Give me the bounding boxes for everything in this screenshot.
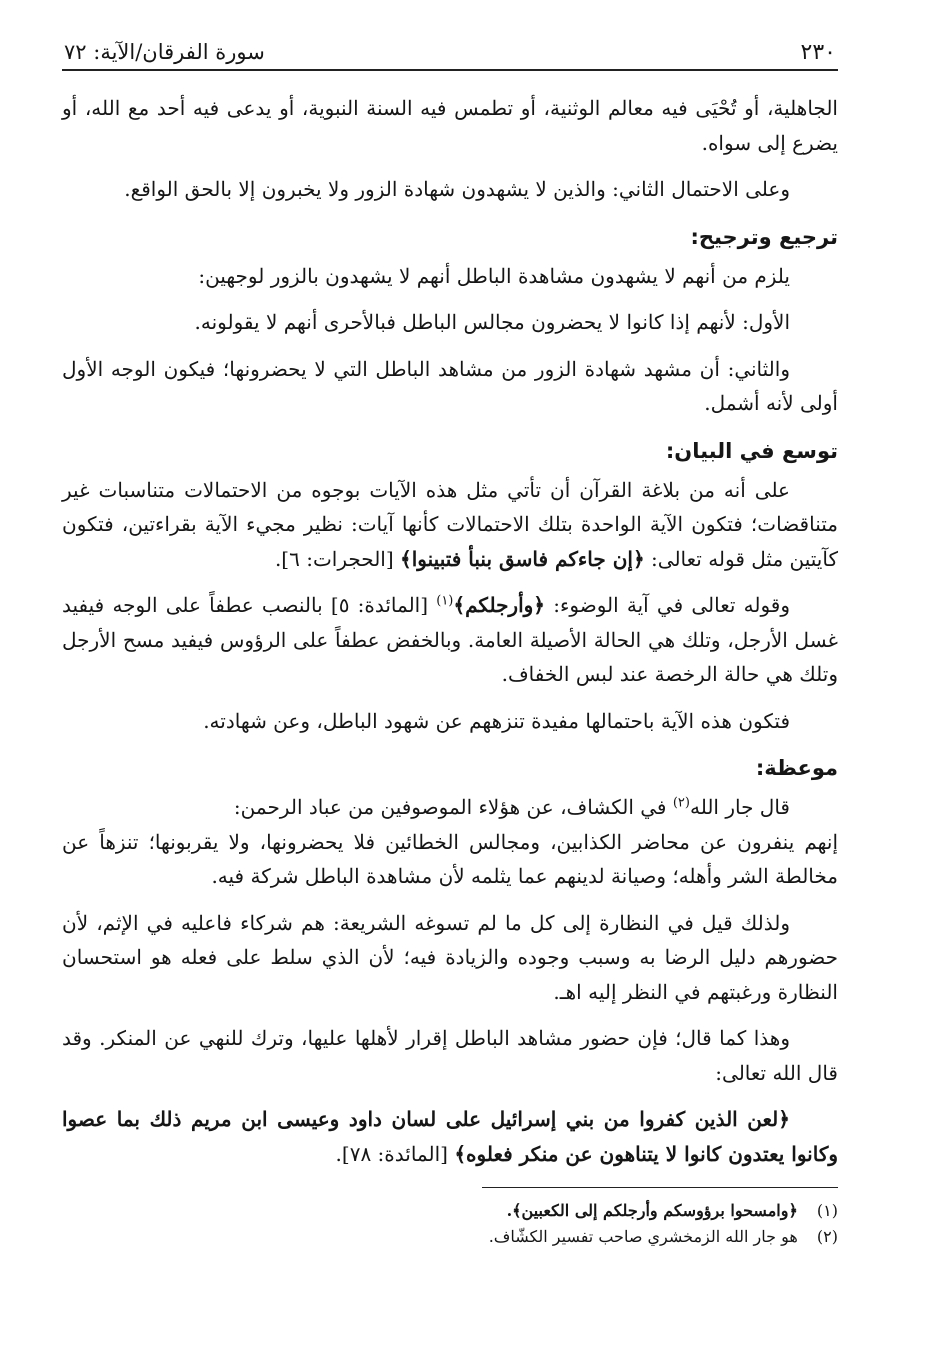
page-number: ٢٣٠ bbox=[800, 40, 836, 65]
paragraph-6 bbox=[62, 473, 838, 577]
paragraph-8: فتكون هذه الآية باحتمالها مفيدة تنزههم عن شهود الباطل، وعن شهادته. bbox=[203, 708, 790, 733]
paragraph-7-text-a: وقوله تعالى في آية الوضوء: bbox=[545, 593, 790, 617]
paragraph-13-text-b: [المائدة: ٧٨]. bbox=[335, 1141, 455, 1166]
paragraph-9-text-a: قال جار الله bbox=[689, 795, 790, 819]
paragraph-4: الأول: لأنهم إذا كانوا لا يحضرون مجالس الباطل فبالأحرى أنهم لا يقولونه. bbox=[194, 310, 790, 334]
footnote-ref-2: (٢) bbox=[672, 795, 690, 811]
paragraph-2: وعلى الاحتمال الثاني: والذين لا يشهدون شهادة الزور ولا يخبرون إلا بالحق الواقع. bbox=[124, 177, 790, 201]
paragraph-13 bbox=[62, 1102, 838, 1171]
paragraph-7 bbox=[62, 588, 838, 692]
paragraph-5: والثاني: أن مشهد شهادة الزور من مشاهد الباطل التي لا يحضرونها؛ فيكون الوجه الأول أولى لأنه أشمل. bbox=[62, 356, 838, 415]
footnote-1 bbox=[482, 1198, 838, 1224]
quran-verse-hujurat: ﴿إن جاءكم فاسق بنبأ فتبينوا﴾ bbox=[400, 546, 645, 571]
heading-maw'iza: موعظة: bbox=[755, 756, 838, 780]
paragraph-1: الجاهلية، أو تُحْيَى فيه معالم الوثنية، أو تطمس فيه السنة النبوية، أو يدعى فيه أحد مع الله، أو يضرع إلى سواه. bbox=[62, 96, 838, 155]
book-page bbox=[62, 40, 838, 1250]
paragraph-9 bbox=[62, 790, 838, 825]
paragraph-6-text-a: على أنه من بلاغة القرآن أن تأتي مثل هذه الآيات بوجوه من الاحتمالات متناسبات غير متناقضات؛ فتكون الآية الواحدة بتلك الاحتمالات كأنها آيات: نظير مجيء الآية بقراءتين، فتكون كآيتين مثل قوله تعالى: bbox=[62, 477, 838, 571]
quran-verse-maida: ﴿لعن الذين كفروا من بني إسرائيل على لسان داود وعيسى ابن مريم ذلك بما عصوا وكانوا يعتدون كانوا لا يتناهون عن منكر فعلوه﴾ bbox=[62, 1107, 838, 1166]
footnote-text: هو جار الله الزمخشري صاحب تفسير الكشّاف. bbox=[488, 1227, 798, 1246]
footnote-number: (٢) bbox=[816, 1227, 838, 1246]
footnote-ref-1: (١) bbox=[436, 593, 454, 609]
heading-tarjih: ترجيع وترجيح: bbox=[690, 224, 838, 249]
surah-title: سورة الفرقان/الآية: ٧٢ bbox=[64, 40, 265, 64]
footnote-2 bbox=[482, 1224, 838, 1250]
paragraph-7-text-b: [المائدة: ٥] بالنصب عطفاً على الوجه فيفيد غسل الأرجل، وتلك هي الحالة الأصيلة العامة. وبالخفض عطفاً على الرؤوس فيفيد مسح الأرجل وتلك هي حالة الرخصة عند لبس الخفاف. bbox=[62, 593, 838, 686]
footnotes bbox=[482, 1187, 838, 1250]
paragraph-6-text-b: [الحجرات: ٦]. bbox=[274, 546, 401, 571]
footnote-text: ﴿وامسحوا برؤوسكم وأرجلكم إلى الكعبين﴾. bbox=[506, 1201, 798, 1220]
paragraph-10: إنهم ينفرون عن محاضر الكذابين، ومجالس الخطائين فلا يحضرونها، ولا يقربونها؛ تنزهاً عن مخالطة الشر وأهله؛ وصيانة لدينهم عما يثلمه لأن مشاهدة الباطل شركة فيه. bbox=[62, 829, 838, 888]
paragraph-3: يلزم من أنهم لا يشهدون مشاهدة الباطل أنهم لا يشهدون بالزور لوجهين: bbox=[198, 263, 790, 288]
heading-tawassu: توسع في البيان: bbox=[665, 438, 838, 463]
footnote-number: (١) bbox=[816, 1201, 838, 1220]
paragraph-12: وهذا كما قال؛ فإن حضور مشاهد الباطل إقرار لأهلها عليها، وترك للنهي عن المنكر. وقد قال الله تعالى: bbox=[62, 1026, 838, 1085]
paragraph-9-text-b: في الكشاف، عن هؤلاء الموصوفين من عباد الرحمن: bbox=[233, 795, 673, 819]
page-header bbox=[62, 40, 838, 71]
paragraph-11: ولذلك قيل في النظارة إلى كل ما لم تسوغه الشريعة: هم شركاء فاعليه في الإثم، لأن حضورهم دليل الرضا به وسبب وجوده والزيادة فيه؛ لأن الذي سلط على فعله هو استحسان النظارة ورغبتهم في النظر إليه اهـ. bbox=[62, 910, 838, 1004]
quran-word-arjulakum: ﴿وأرجلكم﴾ bbox=[453, 593, 546, 617]
